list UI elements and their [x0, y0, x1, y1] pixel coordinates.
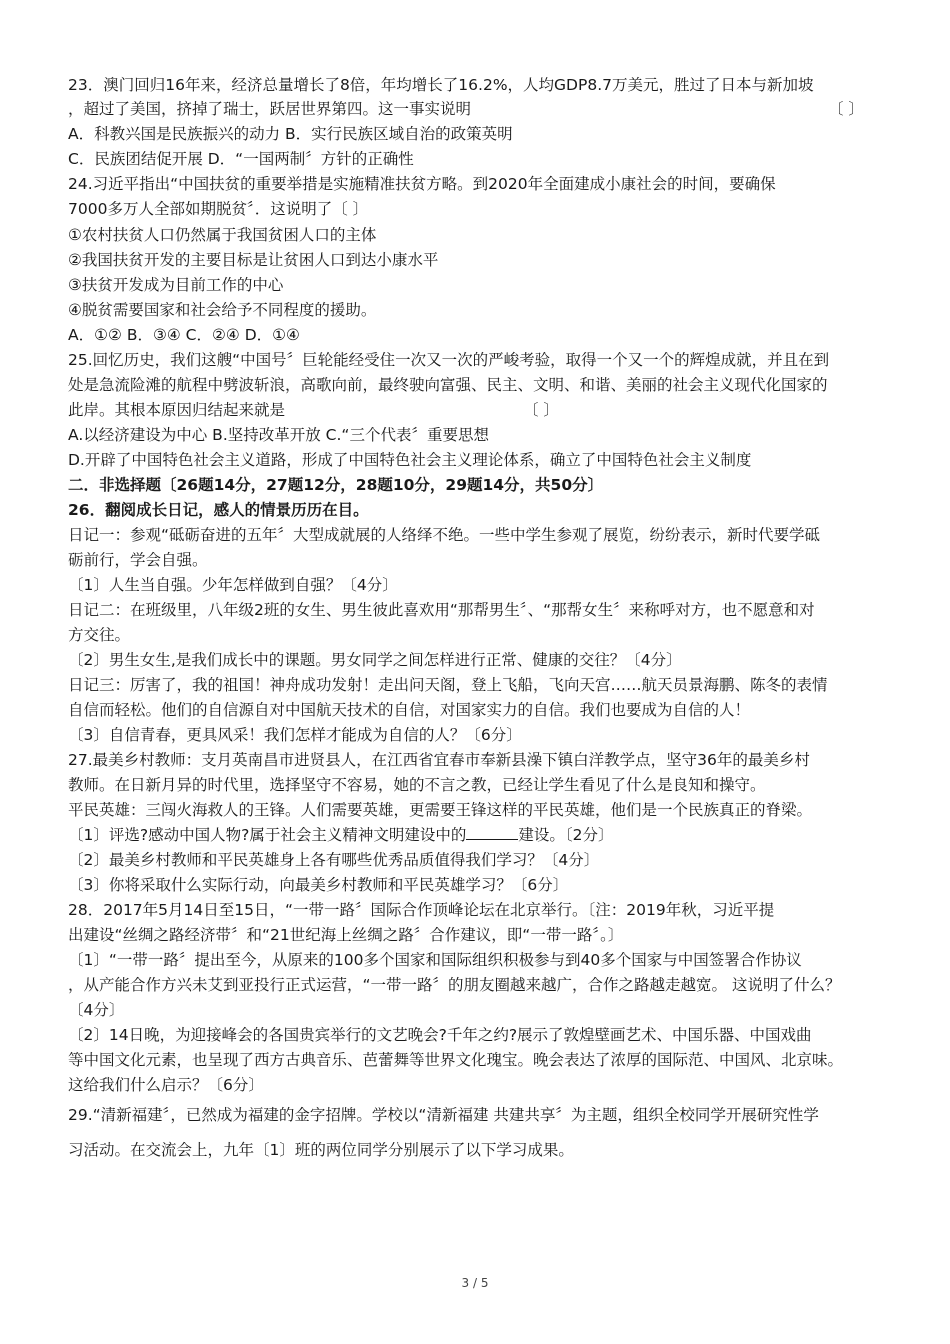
line-25: 日记三：厉害了，我的祖国！神舟成功发射！走出问天阁，登上飞船，飞向天宫……航天员景海鹏、陈冬的表情 — [68, 676, 828, 694]
line-35: 出建设“丝绸之路经济带〞和“21世纪海上丝绸之路〞合作建议，即“一带一路〞。〕 — [68, 926, 624, 944]
line-6: 7000多万人全部如期脱贫〞．这说明了〔 〕 — [68, 200, 369, 218]
line-1: 23．澳门回归16年来，经济总量增长了8倍，年均增长了16.2%，人均GDP8.7万美元，胜过了日本与新加坡 — [68, 76, 814, 94]
line-37: ，从产能合作方兴未艾到亚投行正式运营，“一带一路〞的朋友圈越来越广，合作之路越走越宽。 这说明了什么？ — [68, 976, 841, 994]
answer-bracket-25: 〔 〕 — [523, 401, 559, 419]
line-34: 28．2017年5月14日至15日，“一带一路〞国际合作顶峰论坛在北京举行。〔注：2019年秋，习近平提 — [68, 901, 775, 919]
line-2 — [68, 99, 898, 119]
fill-in-blank[interactable] — [466, 825, 518, 840]
line-14 — [68, 400, 898, 420]
line-5: 24.习近平指出“中国扶贫的重要举措是实施精准扶贫方略。到2020年全面建成小康社会的时间，要确保 — [68, 175, 776, 193]
page-number: 3 / 5 — [461, 1276, 489, 1290]
line-33: 〔3〕你将采取什么实际行动，向最美乡村教师和平民英雄学习？〔6分〕 — [68, 876, 569, 894]
line-23: 方交往。 — [68, 626, 131, 644]
line-2-text: ，超过了美国，挤掉了瑞士，跃居世界第四。这一事实说明 — [68, 100, 472, 118]
line-31-text: 〔1〕评选?感动中国人物?属于社会主义精神文明建设中的 — [68, 826, 467, 844]
line-12: 25.回忆历史，我们这艘“中国号〞巨轮能经受住一次又一次的严峻考验，取得一个又一个的辉煌成就，并且在到 — [68, 351, 830, 369]
line-19: 日记一：参观“砥砺奋进的五年〞大型成就展的人络绎不绝。一些中学生参观了展览，纷纷表示，新时代要学砥 — [68, 526, 821, 544]
line-28: 27.最美乡村教师：支月英南昌市进贤县人，在江西省宜春市奉新县澡下镇白洋教学点，坚守36年的最美乡村 — [68, 751, 810, 769]
line-10: ④脱贫需要国家和社会给予不同程度的援助。 — [68, 301, 377, 319]
line-24: 〔2〕男生女生,是我们成长中的课题。男女同学之间怎样进行正常、健康的交往？〔4分〕 — [68, 651, 682, 669]
section-heading: 二．非选择题〔26题14分，27题12分，28题10分，29题14分，共50分〕 — [68, 476, 604, 494]
line-31 — [68, 825, 898, 845]
line-41: 这给我们什么启示？〔6分〕 — [68, 1076, 264, 1094]
line-42: 29.“清新福建〞，已然成为福建的金字招牌。学校以“清新福建 共建共享〞为主题，组织全校同学开展研究性学 — [68, 1106, 819, 1124]
line-43: 习活动。在交流会上，九年〔1〕班的两位同学分别展示了以下学习成果。 — [68, 1141, 574, 1159]
question-26-title: 26．翻阅成长日记，感人的情景历历在目。 — [68, 501, 369, 519]
line-39: 〔2〕14日晚，为迎接峰会的各国贵宾举行的文艺晚会?千年之约?展示了敦煌壁画艺术、中国乐器、中国戏曲 — [68, 1026, 812, 1044]
line-7: ①农村扶贫人口仍然属于我国贫困人口的主体 — [68, 226, 377, 244]
line-3: A．科教兴国是民族振兴的动力 B．实行民族区域自治的政策英明 — [68, 125, 513, 143]
line-4: C．民族团结促开展 D．“一国两制〞方针的正确性 — [68, 150, 414, 168]
answer-bracket-23: 〔 〕 — [828, 100, 864, 118]
line-20: 砺前行，学会自强。 — [68, 551, 208, 569]
line-9: ③扶贫开发成为目前工作的中心 — [68, 276, 284, 294]
line-15: A.以经济建设为中心 B.坚持改革开放 C.“三个代表〞重要思想 — [68, 426, 489, 444]
line-27: 〔3〕自信青春，更具风采！我们怎样才能成为自信的人？〔6分〕 — [68, 726, 522, 744]
line-30: 平民英雄：三闯火海救人的王锋。人们需要英雄，更需要王锋这样的平民英雄，他们是一个民族真正的脊梁。 — [68, 801, 813, 819]
line-21: 〔1〕人生当自强。少年怎样做到自强？〔4分〕 — [68, 576, 398, 594]
line-38: 〔4分〕 — [68, 1001, 125, 1019]
line-32: 〔2〕最美乡村教师和平民英雄身上各有哪些优秀品质值得我们学习？〔4分〕 — [68, 851, 600, 869]
line-13: 处是急流险滩的航程中劈波斩浪，高歌向前，最终驶向富强、民主、文明、和谐、美丽的社会主义现代化国家的 — [68, 376, 828, 394]
line-31-tail: 建设。〔2分〕 — [518, 826, 614, 844]
line-14-text: 此岸。其根本原因归结起来就是 — [68, 401, 286, 419]
line-29: 教师。在日新月异的时代里，选择坚守不容易，她的不言之教，已经让学生看见了什么是良知和操守。 — [68, 776, 766, 794]
line-26: 自信而轻松。他们的自信源自对中国航天技术的自信，对国家实力的自信。我们也要成为自信的人！ — [68, 701, 751, 719]
line-40: 等中国文化元素，也呈现了西方古典音乐、芭蕾舞等世界文化瑰宝。晚会表达了浓厚的国际范、中国风、北京味。 — [68, 1051, 844, 1069]
line-11: A．①② B．③④ C．②④ D．①④ — [68, 326, 300, 344]
line-8: ②我国扶贫开发的主要目标是让贫困人口到达小康水平 — [68, 251, 439, 269]
line-22: 日记二：在班级里，八年级2班的女生、男生彼此喜欢用“那帮男生〞、“那帮女生〞来称呼对方，也不愿意和对 — [68, 601, 815, 619]
line-16: D.开辟了中国特色社会主义道路，形成了中国特色社会主义理论体系，确立了中国特色社会主义制度 — [68, 451, 752, 469]
line-36: 〔1〕“一带一路〞提出至今，从原来的100多个国家和国际组织积极参与到40多个国家与中国签署合作协议 — [68, 951, 802, 969]
